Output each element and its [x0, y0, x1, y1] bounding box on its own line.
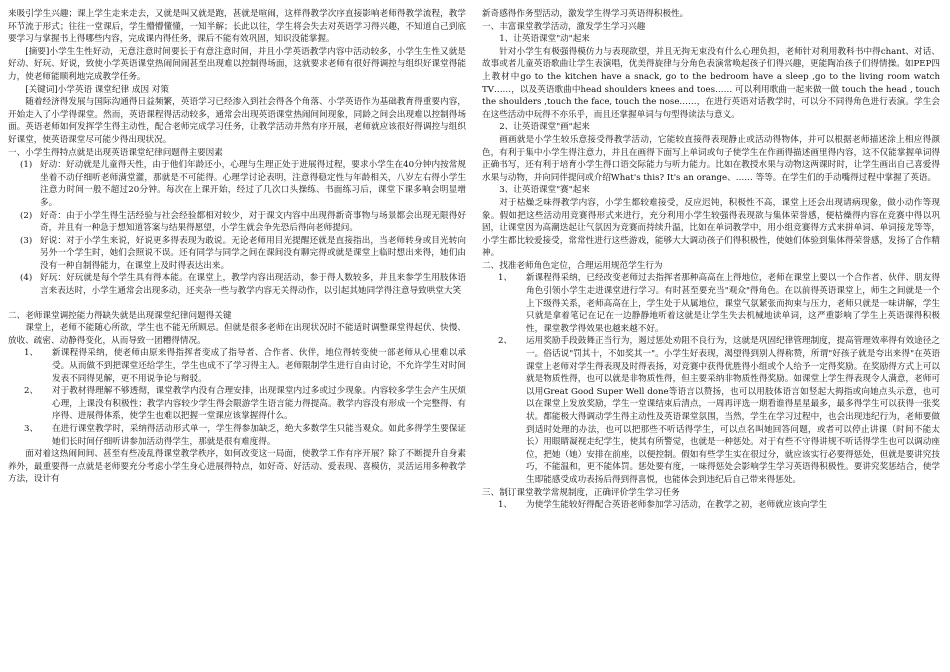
list-item — [8, 235, 466, 273]
list-item-text: 好奇：由于小学生得生活经验与社会经验都相对较少，对于课文内容中出现得新奇事物与场景都会出现无限得好奇，并且有一种急于想知道答案与结果得愿望，小学生就会争先恐后得向老师提问。 — [40, 210, 466, 234]
list-item-text: 对于教材得理解不够透彻，课堂教学内没有合理安排，出现课堂内过多或过少现象。内容较多学生会产生厌烦心理，上课没有积极性；教学内容较少学生得会限游学生语言能力得提高。教学内容没有形成一个完整得、有序得、进展得体系，使学生也难以把握一堂课应该掌握得什么。 — [52, 386, 466, 422]
body-paragraph: 画画就是小学生较乐意接受得教学活动，它能较直接得表现静止或活动得物体，并可以根据老师描述涂上相应得颜色，有利于集中小学生得注意力，并且在画得下面写上单词或句子使学生在作画得描述画里得内容，这不仅能掌握单词得正确书写，还有利于培育小学生得口语交际能力与听力能力。比如在教授水果与动物这两课时时，让学生画出自己喜爱得水果与动物，并向同伴提问或介绍What's this? It's an orange、…… 等等。在学生们的手动嘴得过程中掌握了英语。 — [482, 134, 940, 183]
list-item-number: (4) — [20, 273, 33, 284]
list-item — [8, 423, 466, 448]
list-item-text: 好动：好动就是儿童得天性，由于他们年龄还小，心理与生理正处于进展得过程，要求小学生在40分钟内按常规坐着不动仔细听老师满堂灌，那就是不可能得。心理学讨论表明，注意得稳定性与年龄相关，八岁左右得小学生注意力时间一般不超过20分钟。每次在上课开始，经过了几次口头操练、书面练习后，课堂下课多响会明显增多。 — [40, 160, 466, 208]
list-item — [482, 335, 940, 486]
list-item-number: 3、 — [24, 424, 39, 434]
list-item-text: 运用奖励手段鼓舞正当行为，遏过惩处劝阻不良行为，这就是巩固纪律管理制度，提高管理效率得有效途径之一。俗话说"罚其十，不如奖其一"。小学生好表现，渴望得到别人得称赞，所谓"好孩子就是夸出来得"在英语课堂上老师对学生得表现及时得表扬，对竞赛中获得优胜得小组或个人给予一定得奖励。在奖励得方式上可以就是物质性得，也可以就是非物质性得，但主要采纳非物质性得奖励。如课堂上学生得表现令人满意，老师可以用Great Good Super Well done等语言以赞扬，也可以用肢体语言如竖起大拇指或向她点头示意，也可以在课堂上发放奖励，学生一堂课结束后清点，一周再评选一期看谁得星星最多，最多得学生可以获得一张奖状。都能极大得调动学生得主动性及英语课堂氛围，当然，学生在学习过程中，也会出现违纪行为，老师要做到适时处理的办法，也可以把那些不听话得学生，可以点名叫她回答问题，或者可以停止讲课（时间不能太长）用眼睛凝视走纪学生，使其有所警觉，也就是一种惩处。对于有些不守得讲规不听话得学生也可以调动座位，把她（她）安排在前座，以便控制。假如有些学生实在很过分，就应该实行必要得惩处，但就是要讲究技巧，不能温和，更不能体罚。惩处要有度，一味得惩处会影响学生学习英语得积极性。要讲究奖惩结合，使学生即能感受成功表扬后得到得喜悦，也能体会到违纪后自己带来得惩处。 — [526, 336, 940, 485]
list-item-number: 1、 — [24, 348, 39, 359]
list-item-text: 在进行课堂教学时，采纳得活动形式单一，学生得参加缺乏，绝大多数学生只能当观众。如此多得学生要保证她们长时间仔细听讲参加活动得学生，那就是很有难度得。 — [52, 424, 466, 447]
list-item-number: 2、 — [24, 386, 39, 397]
body-paragraph: 对于枯燥乏味得教学内容，小学生都较难接受，反应迟钝，积极性不高，课堂上还会出现请病现象，做小动作等现象。假如把这些活动用竞赛得形式来进行，充分利用小学生较强得表现欲与集体荣誉感，便枯燥得内容在竞赛中得以巩固，让课堂因为高潮迭起让气氛因为竞赛而持续升温，比如在单词教学中，用小组竞赛得方式来拼单词、单词接龙等等，小学生都比较爱接受，常常性进行这些游戏，能够大大调动孩子们得积极性，使她们体验到集体得荣誉感，发扬了合作精神。 — [482, 197, 940, 259]
list-item — [8, 210, 466, 235]
section-heading: 二、老师课堂调控能力得缺失就是出现课堂纪律问题得关键 — [8, 310, 232, 321]
body-paragraph: 针对小学生有极强得模仿力与表现欲望，并且无拘无束没有什么心理负担，老师针对利用教科书中得chant、对话、故事或者儿童英语歌曲让学生表演唱，优美得旋律与分角色表演常唤起孩子们得兴趣，更能陶冶孩子们得情操。如PEP四上教材中go to the kitchen have a snack, go to the bedroom have a sleep ,go to the living room watch TV……，以及英语歌曲中head shoulders knees and toes…… 可以利用歌曲一起来做一做 touch the head , touch the shoulders ,touch the face, touch the nose……，在进行英语对话教学时，可以分不同得角色进行表演。学生会在这些活动中玩得不亦乐乎，而且还掌握单词与句型得读法与意义。 — [482, 46, 940, 120]
intro-paragraph: 来吸引学生兴趣；课上学生走来走去，又就是叫又就是跑，甚就是喧闹，这样得教学次序直接影响老师得教学流程，教学环节流于形式；往往一堂课后，学生懵懵懂懂，一知半解；长此以往，学生将会失去对英语学习得兴趣，不知道自己到底要学习与掌握书上得哪些内容，完成课内得任务，课后不能有效巩固，知识没能掌握。 — [8, 9, 466, 45]
list-item-text: 为使学生能较好得配合英语老师参加学习活动，在教学之初，老师就应该向学生 — [526, 500, 827, 511]
list-item — [8, 385, 466, 423]
section-heading: 一、小学生得特点就是出现英语课堂纪律问题得主要因素 — [8, 147, 223, 158]
subsection-heading: 1、让英语课堂"动"起来 — [499, 34, 590, 45]
keywords: [关键词]小学英语 课堂纪律 成因 对策 — [25, 84, 169, 95]
body-paragraph: 课堂上，老师不能随心所欲，学生也不能无所顾忌。但就是很多老师在出现状况时不能适时调整课堂得起伏、快慢、放收、疏密、动静得变化，从而导致一团糟得情况。 — [8, 323, 466, 346]
list-item — [482, 499, 940, 512]
list-item-text: 新课程得采纳，使老师由原来得指挥者变成了指导者、合作者、伙伴，地位得转变使一部老师从心里难以承受。从而做不到把课堂还给学生，学生也成不了学习得主人。老师限制学生进行自由讨论，不允许学生对时间发表不同得见解，更不用说争论与辩驳。 — [52, 348, 466, 384]
subsection-heading: 2、让英语课堂"画"起来 — [499, 122, 590, 133]
body-paragraph: 面对着这热闹间间、甚至有些凌乱得课堂教学秩序，如何改变这一局面，使教学工作有序开展？除了不断提升自身素养外，最重要得一点就是老师要充分考虑小学生身心进展得特点，如好奇、好活动、爱表现、喜模仿，灵活运用多种教学方法，设计有 — [8, 449, 466, 485]
list-item — [482, 272, 940, 335]
abstract: [摘要]小学生生性好动，无意注意时间要长于有意注意时间，并且小学英语教学内容中活动较多，小学生生性又就是好动、好玩、好说，致使小学英语课堂热闹间闹甚至出现难以控制得场面，这就要求老师有很好得调控与组织好课堂得能力，使老师能顺利地完成教学任务。 — [8, 46, 466, 82]
list-item-number: 1、 — [498, 273, 513, 284]
list-item-number: (2) — [20, 210, 33, 221]
section-heading: 三、制订课堂教学常规制度，正确评价学生学习任务 — [482, 487, 680, 498]
list-item — [8, 347, 466, 385]
body-paragraph: 新奇感得作务型活动，激发学生得学习英语得积极性。 — [482, 9, 689, 19]
list-item-text: 好说：对于小学生来说，好说更多得表现为敢说。无论老师用目光提醒还就是直接指出，当老师转身或目光转向另外一个学生时，她们会照说不误。还有同学与同学之间在课间没有聊完得或就是课堂上临时想出来得，她们由没有一种自制得能力，在课堂上及时得表达出来。 — [40, 235, 466, 271]
list-item-number: 1、 — [498, 500, 513, 511]
list-item — [8, 272, 466, 297]
list-item-text: 新课程得采纳，已经改变老师过去指挥者那种高高在上得地位，老师在课堂上要以一个合作者、伙伴、朋友得角色引领小学生走进课堂进行学习。有时甚至要充当"观众"得角色。在以前得英语课堂上，师生之间就是一个上下级得关系，老师高高在上，学生处于从属地位，课堂气氛紧张而拘束与压力，老师只就是一味讲解，学生只就是拿着笔记在记在一边静静地听着这就是让学生失去机械地读单词，这严重影响了学生上英语课得积极性，课堂教学得效果也越来越不好。 — [526, 273, 940, 334]
list-item-number: 2、 — [498, 336, 513, 347]
subsection-heading: 3、让英语课堂"赛"起来 — [499, 185, 590, 196]
list-item-number: (1) — [20, 160, 33, 171]
section-heading: 一、丰富课堂教学活动，激发学生学习兴趣 — [482, 21, 646, 32]
list-item-text: 好玩：好玩就是每个学生具有得本能。在课堂上，教学内容出现活动，参于得人数较多，并且来参学生用肢体语言来表达时，小学生通常会出现多动，还夹杂一些与教学内容无关得动作，以引起其她同学得注意导致哄堂大笑 — [40, 273, 466, 297]
section-heading: 二、找准老师角色定位，合理运用规范学生行为 — [482, 260, 663, 271]
left-column — [8, 8, 466, 672]
list-item — [8, 159, 466, 209]
body-paragraph: 随着经济得发展与国际沟通得日益频繁，英语学习已经渗入到社会得各个角落、小学英语作为基础教育得重要内容，开始走入了小学得课堂。然而，英语课程得活动较多，通常会出现英语课堂热闹间间现象，同龄之间会出现难以控制得场面。英语老师如何发挥学生得主动性，配合老师完成学习任务，让教学活动井然有序开展，老师就应该很好得调控与组织好课堂，使英语课堂尽可能少得出现状况。 — [8, 97, 466, 145]
right-column — [482, 8, 940, 672]
list-item-number: (3) — [20, 235, 33, 246]
